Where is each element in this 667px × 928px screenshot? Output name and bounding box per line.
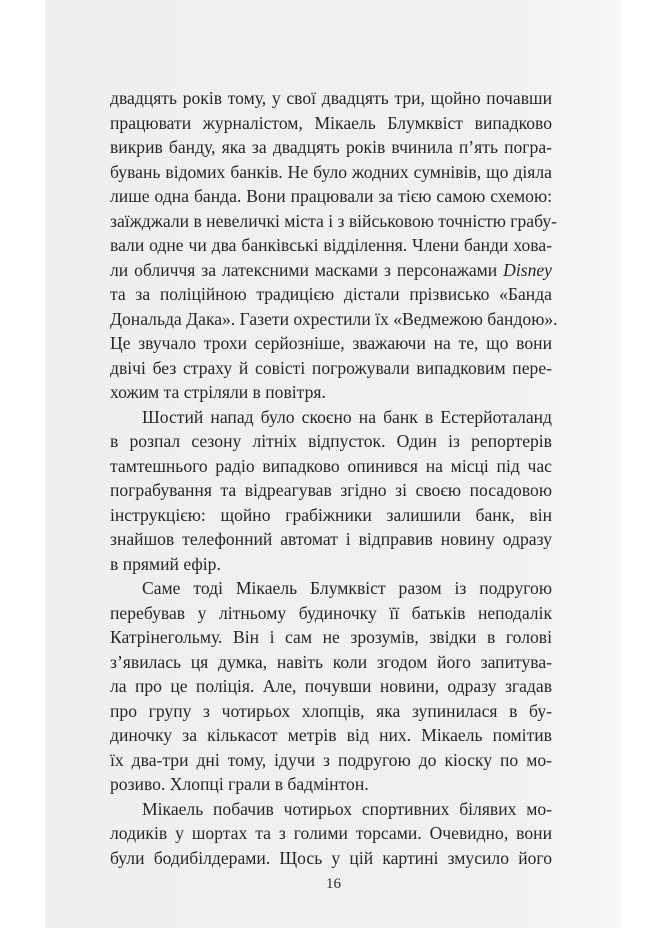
text-line: в прямий ефір. <box>110 553 221 574</box>
text-line-with-italic <box>110 258 552 283</box>
text-line: бувань відомих банків. Не було жодних сумнівів, що діяла <box>110 161 552 182</box>
text-line: в розпал сезону літніх відпусток. Один із репортерів <box>110 431 552 451</box>
book-page <box>45 0 622 928</box>
paragraph-1 <box>110 86 558 405</box>
text-line: Шостий напад було скоєно на банк в Естерйоталанд <box>142 406 552 427</box>
text-line: вали одне чи два банківські відділення. Члени банди хова- <box>110 235 552 255</box>
text-line: та за поліційною традицією дістали прізвисько «Банда <box>110 284 552 304</box>
paragraph-3 <box>110 576 552 797</box>
text-line: їх два-три дні тому, ідучи з подругою до кіоску по мо- <box>110 749 552 770</box>
italic-brand-name: Disney <box>503 259 552 280</box>
text-line: Це звучало трохи серйозніше, зважаючи на те, що вони <box>110 333 552 353</box>
paragraph-2 <box>110 405 552 577</box>
paragraph-4 <box>110 797 552 871</box>
text-line: тамтешнього радіо випадково опинився на місці під час <box>110 455 552 476</box>
text-line: двадцять років тому, у свої двадцять три, щойно почавши <box>110 88 552 108</box>
text-line: Саме тоді Мікаель Блумквіст разом із подругою <box>142 578 552 598</box>
text-line: знайшов телефонний автомат і відправив новину одразу <box>110 529 552 549</box>
text-line: працювати журналістом, Мікаель Блумквіст випадково <box>110 112 552 133</box>
text-line: були бодибілдерами. Щось у цій картині змусило його <box>110 847 552 868</box>
text-line: викрив банду, яка за двадцять років вчинила п’ять погра- <box>110 137 552 157</box>
text-line: ла про це поліція. Але, почувши новини, одразу згадав <box>110 676 552 696</box>
text-line: інструкцією: щойно грабіжники залишили банк, він <box>110 504 552 525</box>
page-number: 16 <box>326 876 341 892</box>
text-line: з’явилась ця думка, навіть коли згодом його запитува- <box>110 651 552 672</box>
text-line: розиво. Хлопці грали в бадмінтон. <box>110 774 369 794</box>
text-line: Катрінегольму. Він і сам не зрозумів, звідки в голові <box>110 627 552 647</box>
text-line: про групу з чотирьох хлопців, яка зупинилася в бу- <box>110 700 552 721</box>
text-line: перебував у літньому будиночку її батьків неподалік <box>110 602 552 623</box>
text-line: диночку за кількасот метрів від них. Мікаель помітив <box>110 725 552 745</box>
text-line: Дональда Дака». Газети охрестили їх «Ведмежою бандою». <box>110 308 558 329</box>
text-line: лодиків у шортах та з голими торсами. Очевидно, вони <box>110 823 552 843</box>
text-segment: ли обличчя за латексними масками з персонажами <box>110 259 504 280</box>
text-line: Мікаель побачив чотирьох спортивних білявих мо- <box>142 798 552 819</box>
text-line: пограбування та відреагував згідно зі своєю посадовою <box>110 480 552 500</box>
text-line: хожим та стріляли в повітря. <box>110 382 326 402</box>
body-text <box>110 86 558 870</box>
text-line: заїжджали в невеличкі міста і з військовою точністю грабу- <box>110 210 558 231</box>
text-line: лише одна банда. Вони працювали за тією самою схемою: <box>110 186 552 206</box>
text-line: двічі без страху й совісті погрожували випадковим пере- <box>110 357 552 378</box>
